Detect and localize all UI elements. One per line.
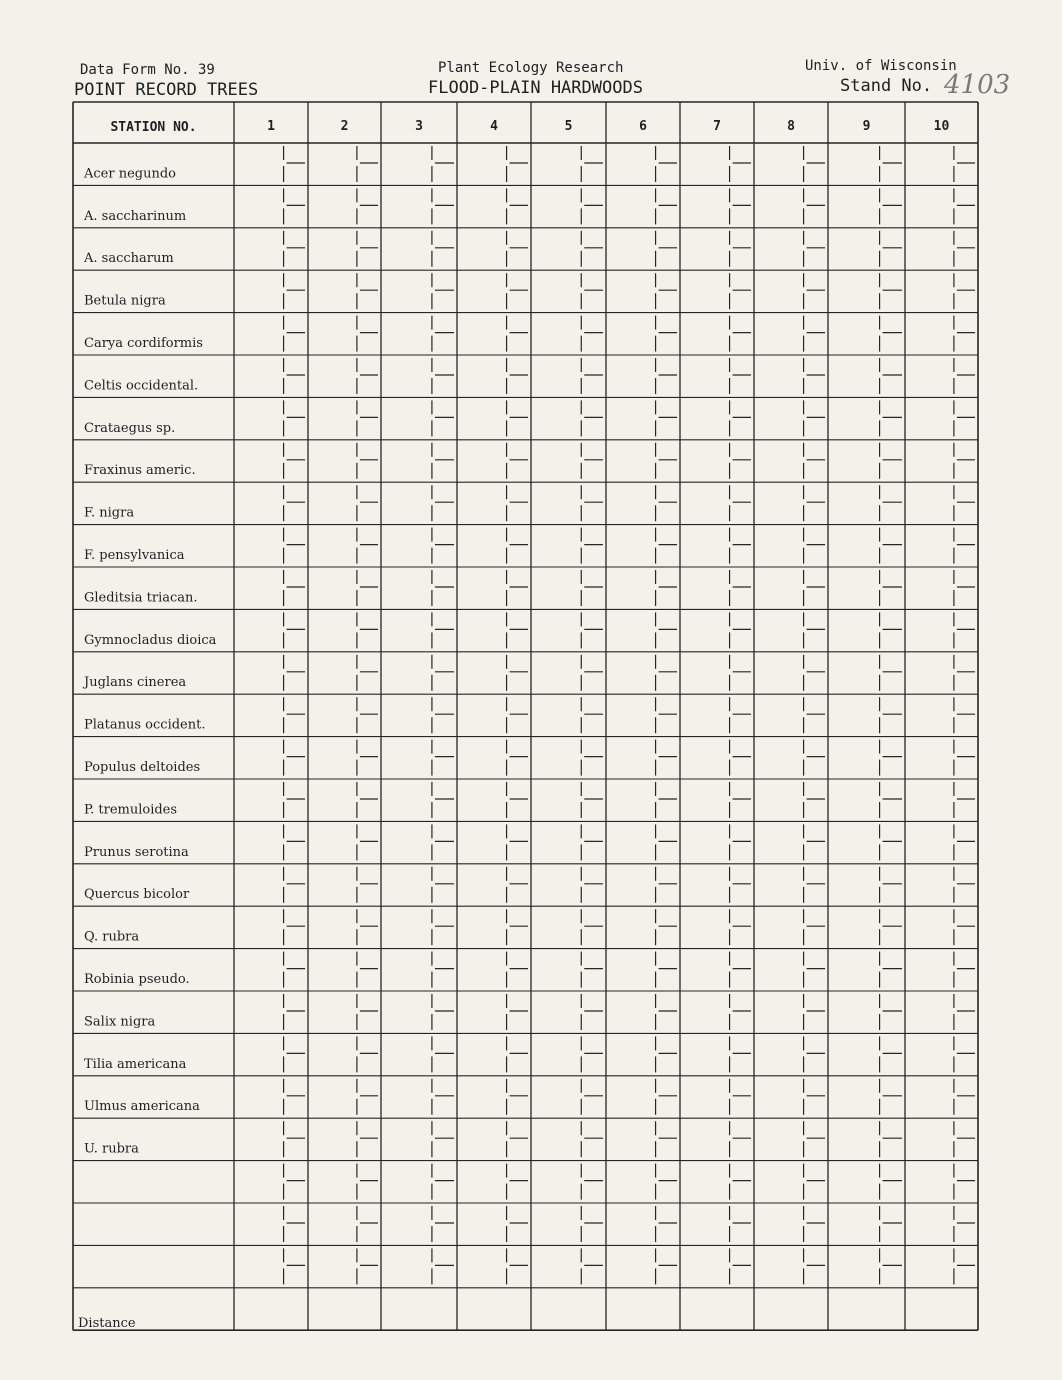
species-name: Gymnocladus dioica [84,632,217,648]
organization: Plant Ecology Research [438,60,624,76]
species-name: P. tremuloides [84,802,178,818]
species-name: Fraxinus americ. [84,463,196,479]
station-column-header: 2 [340,119,349,134]
species-name: F. nigra [84,505,135,521]
species-name: A. saccharinum [84,208,187,224]
station-number-header: STATION NO. [110,120,197,135]
stand-number-label: Stand No. [840,76,933,96]
station-column-header: 3 [415,119,423,134]
species-name: Salix nigra [84,1014,156,1030]
species-name: Crataegus sp. [84,420,176,436]
form-subtitle: FLOOD-PLAIN HARDWOODS [428,78,643,98]
station-column-header: 8 [787,119,795,134]
species-name: Gleditsia triacan. [84,590,198,606]
species-name: Platanus occident. [84,717,206,733]
species-name: Prunus serotina [84,844,189,860]
station-column-header: 5 [564,119,573,134]
species-name: Celtis occidental. [84,378,199,394]
stand-number-value[interactable]: 4103 [944,70,1011,100]
institution: Univ. of Wisconsin [805,58,957,74]
species-name: Tilia americana [84,1056,187,1072]
species-name: Quercus bicolor [84,887,190,903]
species-name: F. pensylvanica [84,548,185,563]
species-name: Juglans cinerea [84,675,187,691]
distance-label: Distance [78,1316,136,1332]
station-column-header: 1 [267,119,275,134]
species-name: Populus deltoides [84,760,201,775]
station-column-header: 10 [933,119,950,134]
species-name: Betula nigra [84,293,166,309]
species-name: A. saccharum [84,251,174,267]
station-column-header: 7 [713,119,721,134]
station-column-header: 4 [490,119,498,134]
species-name: U. rubra [84,1141,139,1157]
species-name: Robinia pseudo. [84,972,190,987]
station-column-header: 9 [862,119,871,134]
species-name: Acer negundo [84,166,176,182]
station-column-header: 6 [639,119,647,134]
species-name: Q. rubra [84,929,140,945]
form-title: POINT RECORD TREES [74,80,259,100]
species-name: Ulmus americana [84,1099,200,1115]
species-name: Carya cordiformis [84,336,203,351]
form-number: Data Form No. 39 [80,62,215,78]
